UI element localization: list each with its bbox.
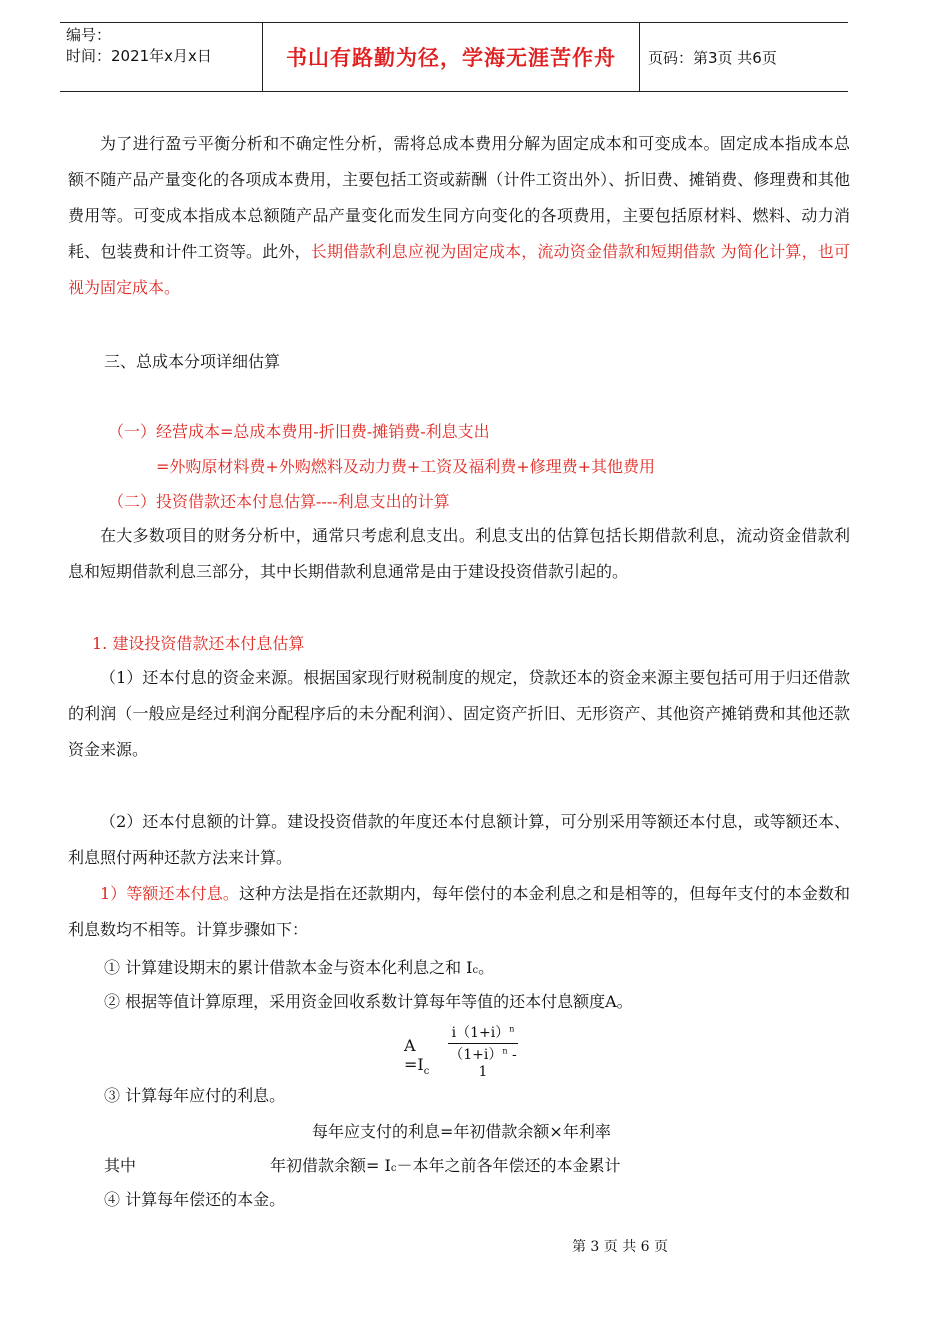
numerator-text: i（1+i） — [451, 1025, 510, 1041]
document-number-label: 编号： — [66, 26, 112, 44]
denominator-end: - 1 — [478, 1047, 517, 1080]
header-meta — [60, 23, 263, 91]
formula-lhs-subscript: c — [423, 1066, 430, 1077]
page-footer: 第 3 页 共 6 页 — [571, 1239, 669, 1255]
method-title: 1）等额还本付息。 — [100, 884, 239, 903]
item-heading-construction-loan: 1. 建设投资借款还本付息估算 — [92, 634, 305, 653]
operating-cost-formula: =外购原材料费+外购燃料及动力费+工资及福利费+修理费+其他费用 — [156, 457, 656, 476]
step-3: ③ 计算每年应付的利息。 — [104, 1086, 286, 1105]
highlighted-text: 长期借款利息应视为固定成本，流动资金借款和短期借款 为简化计算，也可视为固定成本。 — [68, 242, 850, 297]
balance-formula-text: 年初借款余额= I — [270, 1156, 391, 1175]
step-1-text: ① 计算建设期末的累计借款本金与资本化利息之和 I — [104, 958, 473, 977]
interest-formula: 每年应支付的利息=年初借款余额×年利率 — [312, 1122, 611, 1141]
paragraph-repayment-calculation: （2）还本付息额的计算。建设投资借款的年度还本付息额计算，可分别采用等额还本付息，或等额还本、利息照付两种还款方法来计算。 — [68, 812, 850, 867]
paragraph-interest-expense: 在大多数项目的财务分析中，通常只考虑利息支出。利息支出的估算包括长期借款利息，流动资金借款利息和短期借款利息三部分，其中长期借款利息通常是由于建设投资借款引起的。 — [68, 526, 850, 581]
formula-fraction — [448, 1022, 518, 1080]
denominator-text: （1+i） — [449, 1047, 503, 1063]
balance-formula-subscript: c — [390, 1163, 397, 1174]
header-motto: 书山有路勤为径，学海无涯苦作舟 — [263, 23, 640, 91]
paragraph-equal-installment — [68, 876, 850, 948]
formula-lhs — [404, 1036, 430, 1077]
paragraph-text: 为了进行盈亏平衡分析和不确定性分析，需将总成本费用分解为固定成本和可变成本。固定成本指成本总额不随产品产量变化的各项成本费用，主要包括工资或薪酬（计件工资出外）、折旧费、摊销费、修理费和其他费用等。可变成本指成本总额随产品产量变化而发生同方向变化的各项费用，主要包括原材料、燃料、动力消耗、包装费和计件工资等。此外， — [68, 134, 850, 261]
formula-numerator — [448, 1022, 518, 1044]
paragraph-cost-classification — [68, 126, 850, 306]
denominator-exponent: n — [502, 1046, 508, 1056]
header-page-number: 页码：第3页 共6页 — [648, 48, 777, 67]
where-label: 其中 — [104, 1156, 137, 1175]
step-4: ④ 计算每年偿还的本金。 — [104, 1190, 286, 1209]
subsection-heading-loan-repayment: （二）投资借款还本付息估算----利息支出的计算 — [108, 492, 450, 511]
step-1-end: 。 — [478, 958, 495, 977]
section-heading: 三、总成本分项详细估算 — [104, 352, 281, 371]
document-time-label: 时间：2021年x月x日 — [66, 47, 212, 65]
subsection-heading-operating-cost: （一）经营成本=总成本费用-折旧费-摊销费-利息支出 — [108, 422, 490, 441]
numerator-exponent: n — [509, 1024, 515, 1034]
paragraph-repayment-source: （1）还本付息的资金来源。根据国家现行财税制度的规定，贷款还本的资金来源主要包括可用于归还借款的利润（一般应是经过利润分配程序后的未分配利润）、固定资产折旧、无形资产、其他资产摊销费和其他还款资金来源。 — [68, 668, 850, 759]
step-2: ② 根据等值计算原理，采用资金回收系数计算每年等值的还本付息额度A。 — [104, 992, 633, 1011]
formula-denominator — [448, 1044, 518, 1080]
page-header — [60, 22, 848, 92]
balance-formula-rest: －本年之前各年偿还的本金累计 — [396, 1156, 621, 1175]
step-1-subscript: c — [472, 965, 479, 976]
method-description: 这种方法是指在还款期内，每年偿付的本金利息之和是相等的，但每年支付的本金数和利息数均不相等。计算步骤如下： — [68, 884, 850, 939]
balance-formula — [270, 1154, 620, 1181]
step-1 — [104, 956, 494, 983]
formula-lhs-text: A =I — [404, 1036, 424, 1074]
